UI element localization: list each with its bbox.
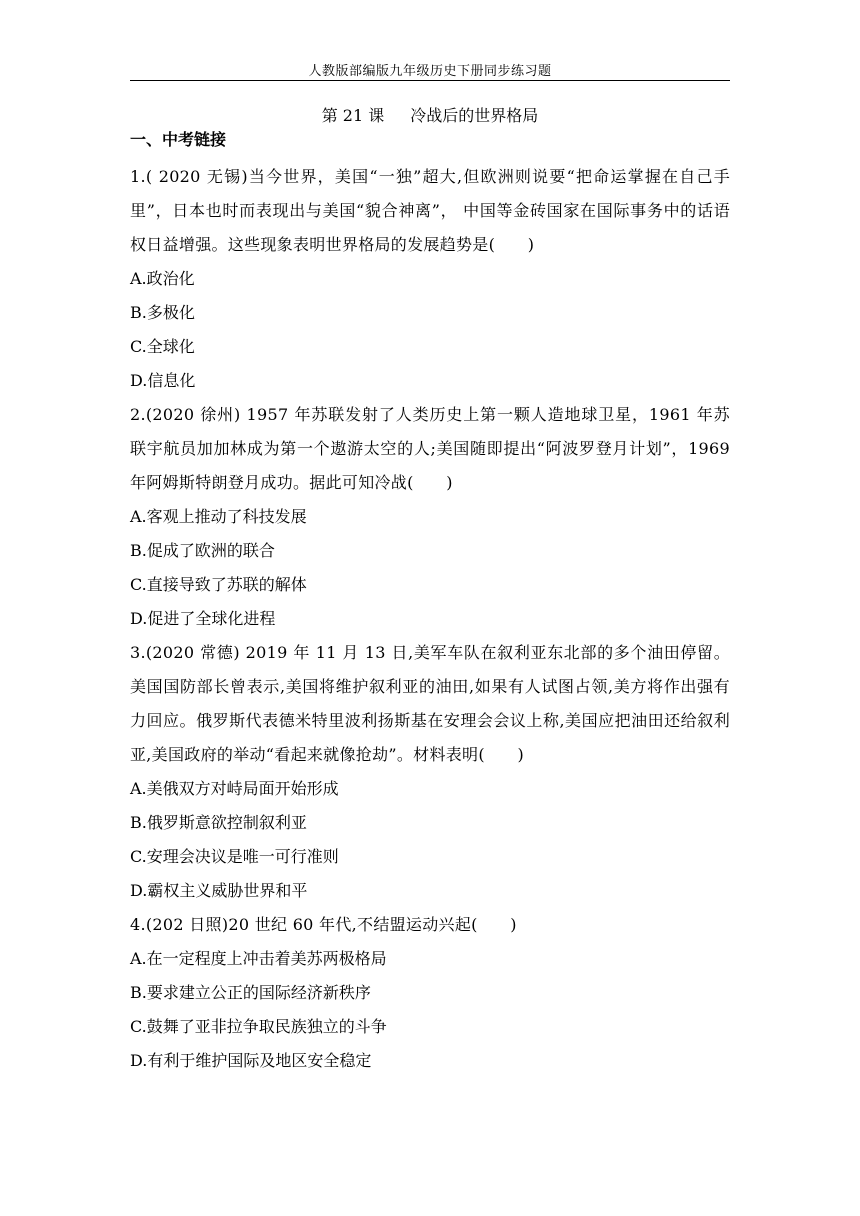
- option-c: C.全球化: [130, 337, 195, 356]
- option-a: A.政治化: [130, 269, 195, 288]
- option-c: C.直接导致了苏联的解体: [130, 575, 307, 594]
- question-4: [130, 908, 730, 1078]
- question-2: [130, 398, 730, 636]
- question-list: [130, 160, 730, 1078]
- option-d: D.信息化: [130, 371, 196, 390]
- option-b: B.俄罗斯意欲控制叙利亚: [130, 813, 307, 832]
- lesson-number: 第 21 课: [321, 106, 385, 125]
- option-b: B.要求建立公正的国际经济新秩序: [130, 983, 371, 1002]
- option-b: B.促成了欧洲的联合: [130, 541, 275, 560]
- header-divider: [130, 80, 730, 81]
- section-heading: 一、中考链接: [130, 130, 227, 149]
- lesson-title: [0, 103, 860, 126]
- question-stem: 1.( 2020 无锡)当今世界，美国“一独”超大,但欧洲则说要“把命运掌握在自己手里”，日本也时而表现出与美国“貌合神离”， 中国等金砖国家在国际事务中的话语权日益增强。这些现象表明世界格局的发展趋势是( ): [130, 167, 730, 254]
- question-stem: 2.(2020 徐州) 1957 年苏联发射了人类历史上第一颗人造地球卫星，1961 年苏联宇航员加加林成为第一个遨游太空的人;美国随即提出“阿波罗登月计划”，1969 年阿姆斯特朗登月成功。据此可知冷战( ): [130, 405, 730, 492]
- option-d: D.霸权主义威胁世界和平: [130, 881, 308, 900]
- option-a: A.美俄双方对峙局面开始形成: [130, 779, 339, 798]
- question-stem: 4.(202 日照)20 世纪 60 年代,不结盟运动兴起( ): [130, 915, 517, 934]
- question-stem: 3.(2020 常德) 2019 年 11 月 13 日,美军车队在叙利亚东北部的多个油田停留。美国国防部长曾表示,美国将维护叙利亚的油田,如果有人试图占领,美方将作出强有力回应。俄罗斯代表德米特里波利扬斯基在安理会会议上称,美国应把油田还给叙利亚,美国政府的举动“看起来就像抢劫”。材料表明( ): [130, 643, 730, 764]
- option-d: D.有利于维护国际及地区安全稳定: [130, 1051, 372, 1070]
- option-c: C.安理会决议是唯一可行准则: [130, 847, 339, 866]
- option-a: A.客观上推动了科技发展: [130, 507, 307, 526]
- running-header: 人教版部编版九年级历史下册同步练习题: [308, 64, 552, 79]
- question-3: [130, 636, 730, 908]
- question-1: [130, 160, 730, 398]
- option-c: C.鼓舞了亚非拉争取民族独立的斗争: [130, 1017, 387, 1036]
- option-b: B.多极化: [130, 303, 195, 322]
- option-a: A.在一定程度上冲击着美苏两极格局: [130, 949, 387, 968]
- lesson-name: 冷战后的世界格局: [410, 106, 539, 125]
- option-d: D.促进了全球化进程: [130, 609, 276, 628]
